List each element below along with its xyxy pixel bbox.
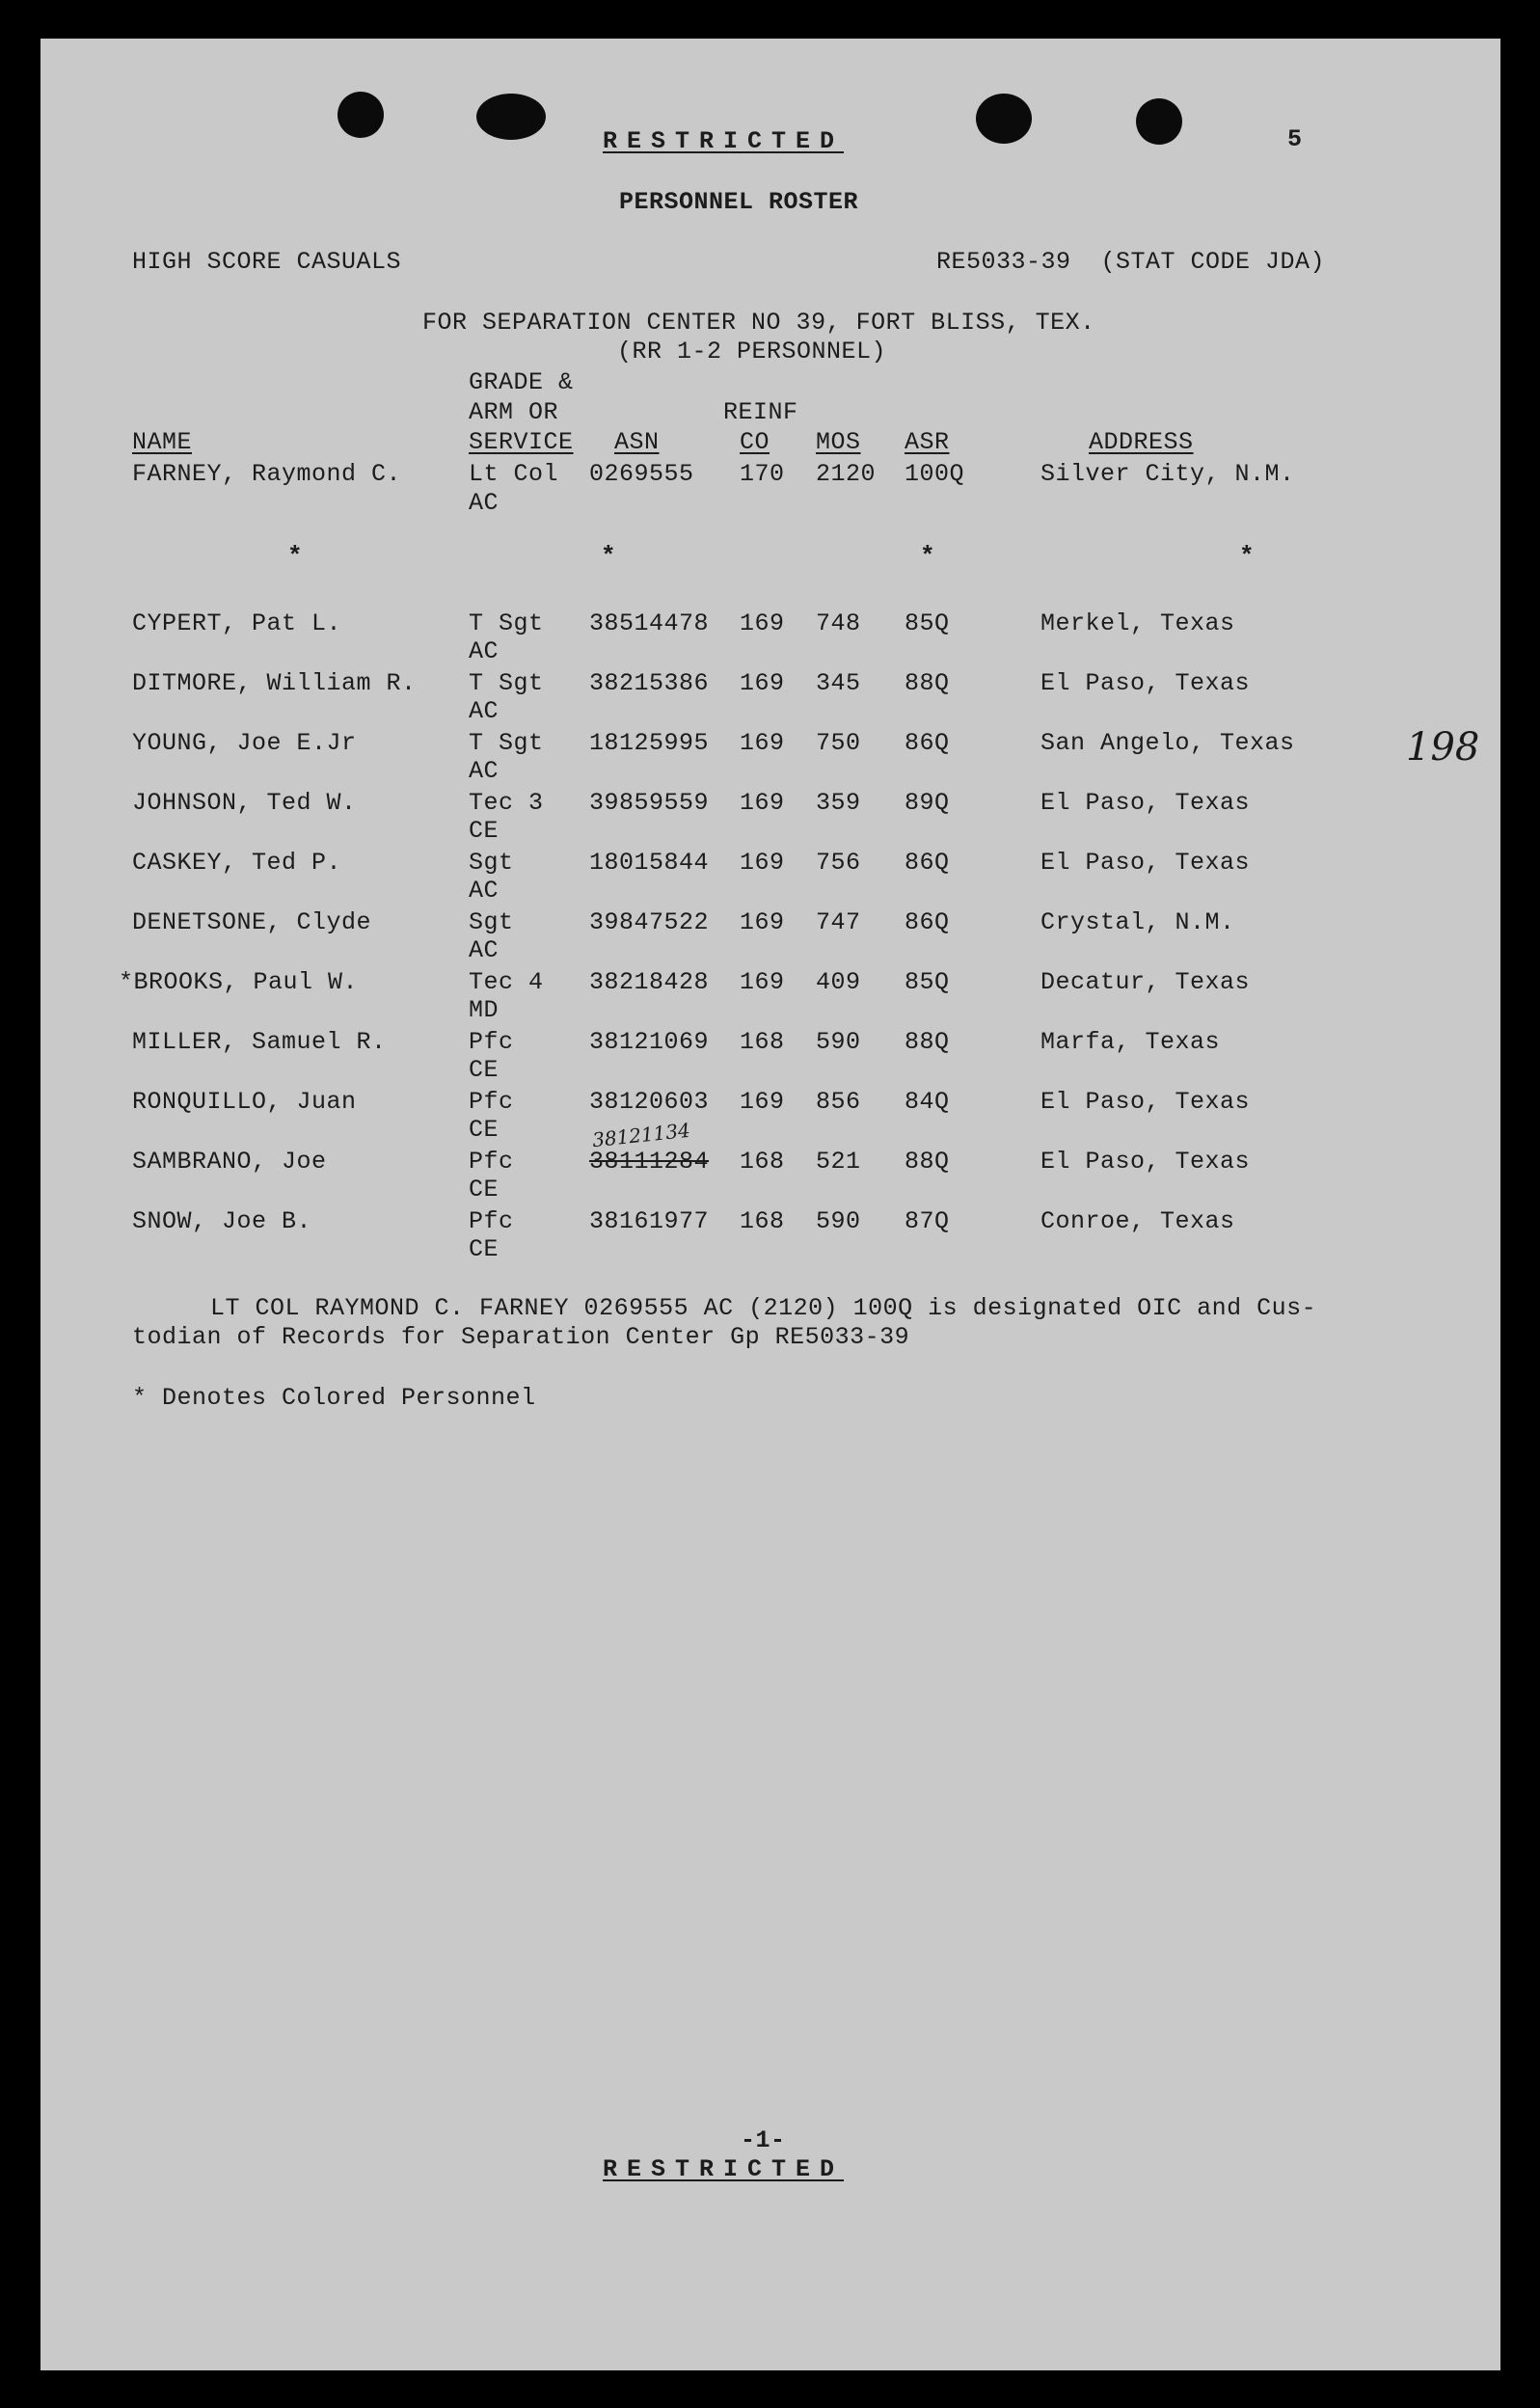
row-asr: 85Q xyxy=(905,609,950,637)
row-name: YOUNG, Joe E.Jr xyxy=(132,729,357,757)
row-mos: 756 xyxy=(816,849,861,877)
officer-asn: 0269555 xyxy=(589,460,694,488)
separator-mark: * xyxy=(601,542,616,571)
row-asr: 88Q xyxy=(905,1148,950,1176)
row-asr: 85Q xyxy=(905,968,950,996)
col-address: ADDRESS xyxy=(1089,428,1194,456)
row-asr: 88Q xyxy=(905,669,950,697)
row-mos: 748 xyxy=(816,609,861,637)
row-grade: Pfc xyxy=(469,1207,514,1235)
row-asr: 86Q xyxy=(905,849,950,877)
officer-name: FARNEY, Raymond C. xyxy=(132,460,402,488)
row-asn: 39859559 xyxy=(589,789,710,817)
col-mos: MOS xyxy=(816,428,861,456)
row-co: 168 xyxy=(740,1207,785,1235)
row-co: 169 xyxy=(740,609,785,637)
statement-line-2: todian of Records for Separation Center Gp RE5033-39 xyxy=(132,1323,910,1351)
row-grade: T Sgt xyxy=(469,609,544,637)
row-grade: Sgt xyxy=(469,849,514,877)
row-grade: Sgt xyxy=(469,908,514,936)
row-name: SNOW, Joe B. xyxy=(132,1207,312,1235)
classification-bottom: RESTRICTED xyxy=(603,2155,845,2183)
row-service: CE xyxy=(469,1235,500,1263)
row-asn: 38120603 xyxy=(589,1088,710,1116)
row-asn: 38215386 xyxy=(589,669,710,697)
row-asn: 38111284 xyxy=(589,1148,710,1176)
row-name: DITMORE, William R. xyxy=(132,669,417,697)
row-service: AC xyxy=(469,877,500,905)
officer-service: AC xyxy=(469,489,500,517)
row-asr: 88Q xyxy=(905,1028,950,1056)
row-mos: 345 xyxy=(816,669,861,697)
row-service: CE xyxy=(469,1056,500,1084)
row-service: AC xyxy=(469,757,500,785)
row-name: MILLER, Samuel R. xyxy=(132,1028,387,1056)
row-address: Merkel, Texas xyxy=(1040,609,1235,637)
row-co: 169 xyxy=(740,1088,785,1116)
separator-mark: * xyxy=(287,542,303,571)
row-address: El Paso, Texas xyxy=(1040,1088,1251,1116)
officer-asr: 100Q xyxy=(905,460,965,488)
footer-page-label: -1- xyxy=(741,2126,786,2154)
row-asn: 39847522 xyxy=(589,908,710,936)
order-reference: RE5033-39 (STAT CODE JDA) xyxy=(936,248,1326,276)
row-address: El Paso, Texas xyxy=(1040,789,1251,817)
classification-top: RESTRICTED xyxy=(603,127,845,155)
col-grade-line-3: SERVICE xyxy=(469,428,574,456)
row-co: 169 xyxy=(740,729,785,757)
row-grade: T Sgt xyxy=(469,669,544,697)
row-co: 169 xyxy=(740,908,785,936)
row-service: CE xyxy=(469,1176,500,1204)
row-asr: 86Q xyxy=(905,908,950,936)
row-asr: 86Q xyxy=(905,729,950,757)
row-address: Crystal, N.M. xyxy=(1040,908,1235,936)
row-co: 168 xyxy=(740,1028,785,1056)
subtitle-line-2: (RR 1-2 PERSONNEL) xyxy=(617,338,887,365)
row-co: 169 xyxy=(740,968,785,996)
row-mos: 359 xyxy=(816,789,861,817)
punch-hole-3 xyxy=(976,94,1032,144)
officer-mos: 2120 xyxy=(816,460,877,488)
row-co: 169 xyxy=(740,849,785,877)
row-asn: 38514478 xyxy=(589,609,710,637)
row-co: 168 xyxy=(740,1148,785,1176)
row-grade: Tec 3 xyxy=(469,789,544,817)
row-address: El Paso, Texas xyxy=(1040,1148,1251,1176)
row-asn: 38218428 xyxy=(589,968,710,996)
row-mos: 521 xyxy=(816,1148,861,1176)
col-grade-line-1: GRADE & xyxy=(469,368,574,396)
col-asn: ASN xyxy=(614,428,660,456)
row-grade: Pfc xyxy=(469,1148,514,1176)
row-address: Decatur, Texas xyxy=(1040,968,1251,996)
row-name: CYPERT, Pat L. xyxy=(132,609,342,637)
row-name: RONQUILLO, Juan xyxy=(132,1088,357,1116)
row-address: El Paso, Texas xyxy=(1040,669,1251,697)
row-co: 169 xyxy=(740,669,785,697)
row-grade: Pfc xyxy=(469,1028,514,1056)
document-title: PERSONNEL ROSTER xyxy=(619,188,859,216)
col-name: NAME xyxy=(132,428,193,456)
row-address: El Paso, Texas xyxy=(1040,849,1251,877)
margin-number: 198 xyxy=(1406,725,1480,770)
row-grade: Pfc xyxy=(469,1088,514,1116)
row-asn: 38121069 xyxy=(589,1028,710,1056)
row-service: AC xyxy=(469,697,500,725)
row-grade: T Sgt xyxy=(469,729,544,757)
asn-correction: 38121134 xyxy=(591,1118,691,1152)
row-asr: 87Q xyxy=(905,1207,950,1235)
punch-hole-2 xyxy=(476,94,546,140)
officer-address: Silver City, N.M. xyxy=(1040,460,1295,488)
subtitle-line-1: FOR SEPARATION CENTER NO 39, FORT BLISS, TEX. xyxy=(422,309,1095,337)
row-service: MD xyxy=(469,996,500,1024)
punch-hole-4 xyxy=(1136,98,1182,145)
row-asn: 18125995 xyxy=(589,729,710,757)
col-reinf-line-1: REINF xyxy=(723,398,798,426)
page-number: 5 xyxy=(1287,125,1303,153)
row-name: DENETSONE, Clyde xyxy=(132,908,372,936)
footnote: * Denotes Colored Personnel xyxy=(132,1384,536,1412)
row-asr: 89Q xyxy=(905,789,950,817)
row-address: Marfa, Texas xyxy=(1040,1028,1221,1056)
officer-grade: Lt Col xyxy=(469,460,559,488)
row-asn: 18015844 xyxy=(589,849,710,877)
row-co: 169 xyxy=(740,789,785,817)
row-name: JOHNSON, Ted W. xyxy=(132,789,357,817)
row-grade: Tec 4 xyxy=(469,968,544,996)
row-address: San Angelo, Texas xyxy=(1040,729,1295,757)
row-mos: 409 xyxy=(816,968,861,996)
row-service: AC xyxy=(469,637,500,665)
row-asn: 38161977 xyxy=(589,1207,710,1235)
document-page xyxy=(41,39,1500,2370)
row-service: CE xyxy=(469,817,500,845)
row-mos: 590 xyxy=(816,1028,861,1056)
row-address: Conroe, Texas xyxy=(1040,1207,1235,1235)
row-mos: 747 xyxy=(816,908,861,936)
row-mos: 750 xyxy=(816,729,861,757)
separator-mark: * xyxy=(920,542,935,571)
statement-line-1: LT COL RAYMOND C. FARNEY 0269555 AC (2120) 100Q is designated OIC and Cus- xyxy=(210,1294,1317,1322)
row-mos: 856 xyxy=(816,1088,861,1116)
separator-mark: * xyxy=(1239,542,1255,571)
row-name: SAMBRANO, Joe xyxy=(132,1148,327,1176)
punch-hole-1 xyxy=(338,92,384,138)
row-mos: 590 xyxy=(816,1207,861,1235)
row-asr: 84Q xyxy=(905,1088,950,1116)
col-grade-line-2: ARM OR xyxy=(469,398,559,426)
unit-name: HIGH SCORE CASUALS xyxy=(132,248,402,276)
officer-co: 170 xyxy=(740,460,785,488)
col-reinf-line-2: CO xyxy=(740,428,770,456)
row-name: *BROOKS, Paul W. xyxy=(119,968,359,996)
row-service: AC xyxy=(469,936,500,964)
col-asr: ASR xyxy=(905,428,950,456)
row-service: CE xyxy=(469,1116,500,1144)
row-name: CASKEY, Ted P. xyxy=(132,849,342,877)
